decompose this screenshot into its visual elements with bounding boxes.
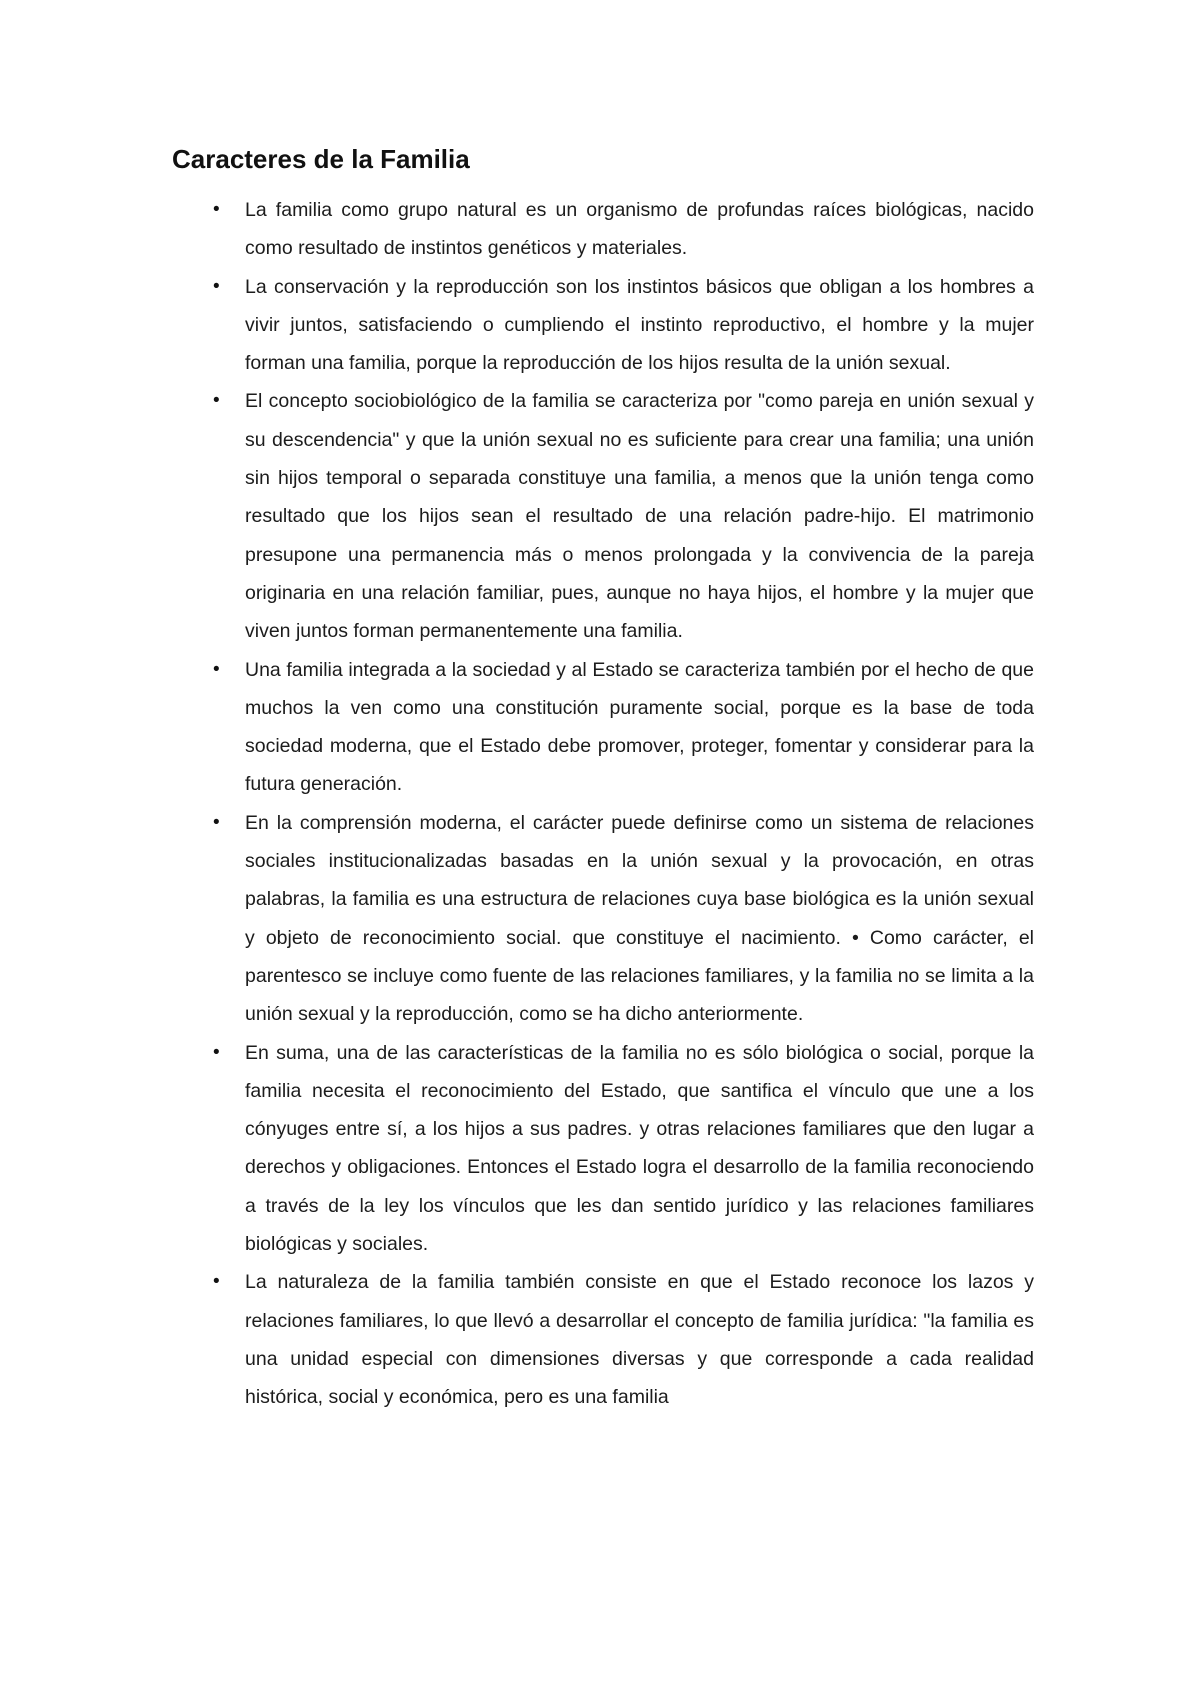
bullet-text: El concepto sociobiológico de la familia se caracteriza por "como pareja en unión sexual y su descendencia" y que la unión sexual no es suficiente para crear una familia; una unión sin hijos temporal o separada constituye una familia, a menos que la unión tenga como resultado que los hijos sean el resultado de una relación padre-hijo. El matrimonio presupone una permanencia más o menos prolongada y la convivencia de la pareja originaria en una relación familiar, pues, aunque no haya hijos, el hombre y la mujer que viven juntos forman permanentemente una familia.	[245, 390, 1034, 643]
bullet-item	[172, 1034, 1034, 1264]
bullet-text: La familia como grupo natural es un organismo de profundas raíces biológicas, nacido como resultado de instintos genéticos y materiales.	[245, 199, 1034, 260]
bullet-icon: •	[213, 275, 220, 297]
bullet-item	[172, 382, 1034, 650]
bullet-text: La conservación y la reproducción son los instintos básicos que obligan a los hombres a vivir juntos, satisfaciendo o cumpliendo el instinto reproductivo, el hombre y la mujer forman una familia, porque la reproducción de los hijos resulta de la unión sexual.	[245, 275, 1034, 375]
bullet-item	[172, 651, 1034, 804]
bullet-icon: •	[213, 658, 220, 680]
bullet-icon: •	[213, 199, 220, 220]
bullet-item	[172, 268, 1034, 383]
bullet-icon: •	[213, 1041, 220, 1063]
bullet-icon: •	[213, 1271, 220, 1293]
bullet-text: En la comprensión moderna, el carácter puede definirse como un sistema de relaciones sociales institucionalizadas basadas en la unión sexual y la provocación, en otras palabras, la familia es una estructura de relaciones cuya base biológica es la unión sexual y objeto de reconocimiento social. que constituye el nacimiento. • Como carácter, el parentesco se incluye como fuente de las relaciones familiares, y la familia no se limita a la unión sexual y la reproducción, como se ha dicho anteriormente.	[245, 811, 1034, 1026]
bullet-item	[172, 191, 1034, 268]
bullet-text: La naturaleza de la familia también consiste en que el Estado reconoce los lazos y relaciones familiares, lo que llevó a desarrollar el concepto de familia jurídica: "la familia es una unidad especial con dimensiones diversas y que corresponde a cada realidad histórica, social y económica, pero es una familia	[245, 1271, 1034, 1409]
bullet-icon: •	[213, 811, 220, 833]
bullet-item	[172, 1263, 1034, 1416]
bullet-text: En suma, una de las características de la familia no es sólo biológica o social, porque la familia necesita el reconocimiento del Estado, que santifica el vínculo que une a los cónyuges entre sí, a los hijos a sus padres. y otras relaciones familiares que den lugar a derechos y obligaciones. Entonces el Estado logra el desarrollo de la familia reconociendo a través de la ley los vínculos que les dan sentido jurídico y las relaciones familiares biológicas y sociales.	[245, 1041, 1034, 1256]
bullet-icon: •	[213, 390, 220, 412]
document-title: Caracteres de la Familia	[172, 144, 470, 174]
bullet-text: Una familia integrada a la sociedad y al Estado se caracteriza también por el hecho de que muchos la ven como una constitución puramente social, porque es la base de toda sociedad moderna, que el Estado debe promover, proteger, fomentar y considerar para la futura generación.	[245, 658, 1034, 796]
bullet-item	[172, 804, 1034, 1034]
bullet-list	[172, 191, 1034, 1417]
